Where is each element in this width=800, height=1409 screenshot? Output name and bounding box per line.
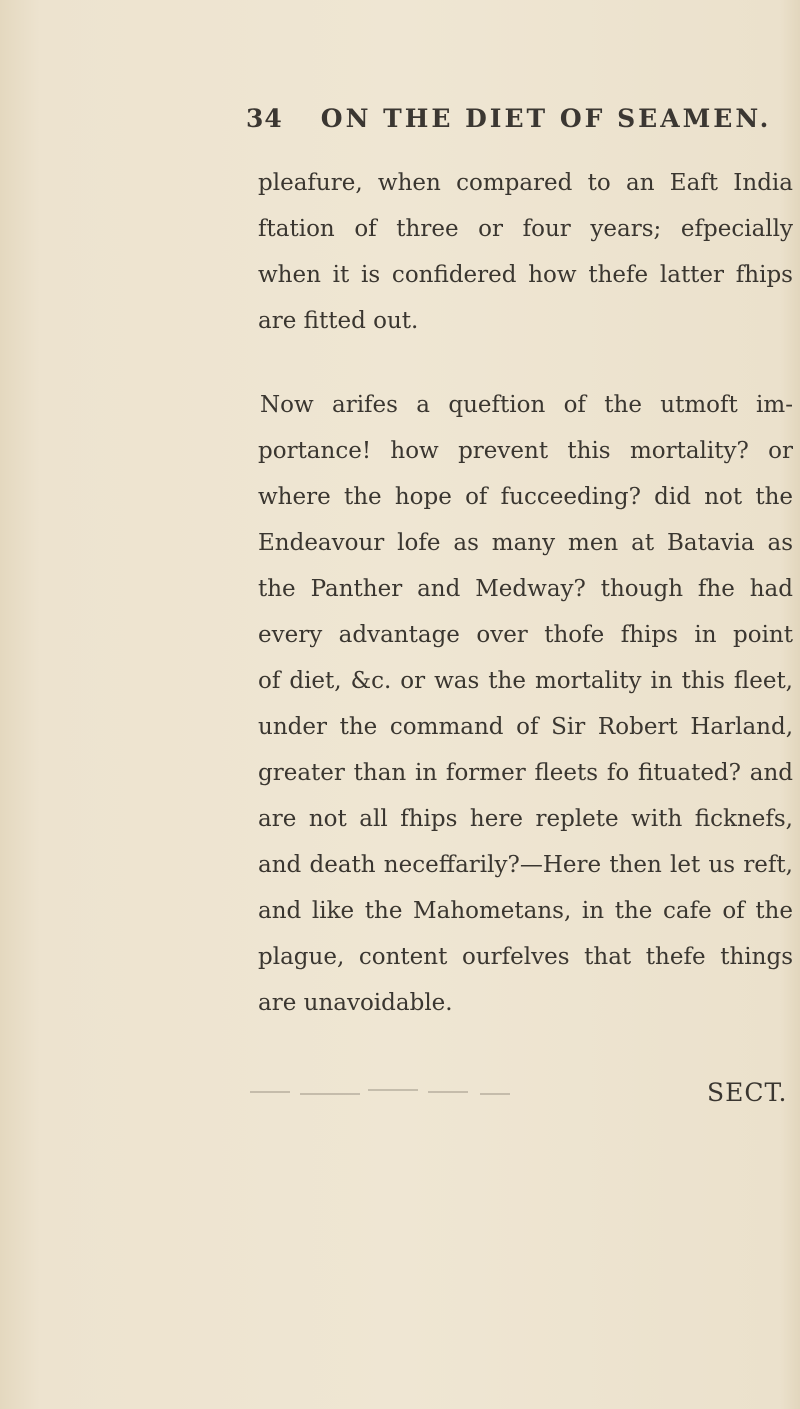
paragraph-body: [258, 382, 793, 1026]
text-line: where the hope of fucceeding? did not the: [258, 484, 793, 510]
text-line: are fitted out.: [258, 308, 419, 334]
text-line: are unavoidable.: [258, 990, 453, 1016]
running-head: [246, 104, 771, 133]
text-line: and death neceffarily?—Here then let us reft,: [258, 852, 793, 878]
text-line: under the command of Sir Robert Harland,: [258, 714, 793, 740]
catchword: SECT.: [707, 1078, 788, 1107]
running-title: ON THE DIET OF SEAMEN.: [320, 104, 772, 133]
text-line: plague, content ourfelves that thefe things: [258, 944, 793, 970]
text-line: portance! how prevent this mortality? or: [258, 438, 793, 464]
paragraph-continued: [258, 160, 793, 344]
text-line: the Panther and Medway? though fhe had: [258, 576, 793, 602]
text-line: are not all fhips here replete with ficknefs,: [258, 806, 793, 832]
text-line: when it is confidered how thefe latter fhips: [258, 262, 793, 288]
text-line: of diet, &c. or was the mortality in this fleet,: [258, 668, 793, 694]
text-line: pleafure, when compared to an Eaft India: [258, 170, 793, 196]
text-line: and like the Mahometans, in the cafe of the: [258, 898, 793, 924]
page-number: 34: [246, 104, 283, 133]
text-line: Endeavour lofe as many men at Batavia as: [258, 530, 793, 556]
text-line: greater than in former fleets fo fituated? and: [258, 760, 793, 786]
text-line: Now arifes a queftion of the utmoft im-: [260, 392, 793, 418]
text-line: every advantage over thofe fhips in point: [258, 622, 793, 648]
ink-offset-marks: [250, 1070, 580, 1110]
text-line: ftation of three or four years; efpecially: [258, 216, 793, 242]
